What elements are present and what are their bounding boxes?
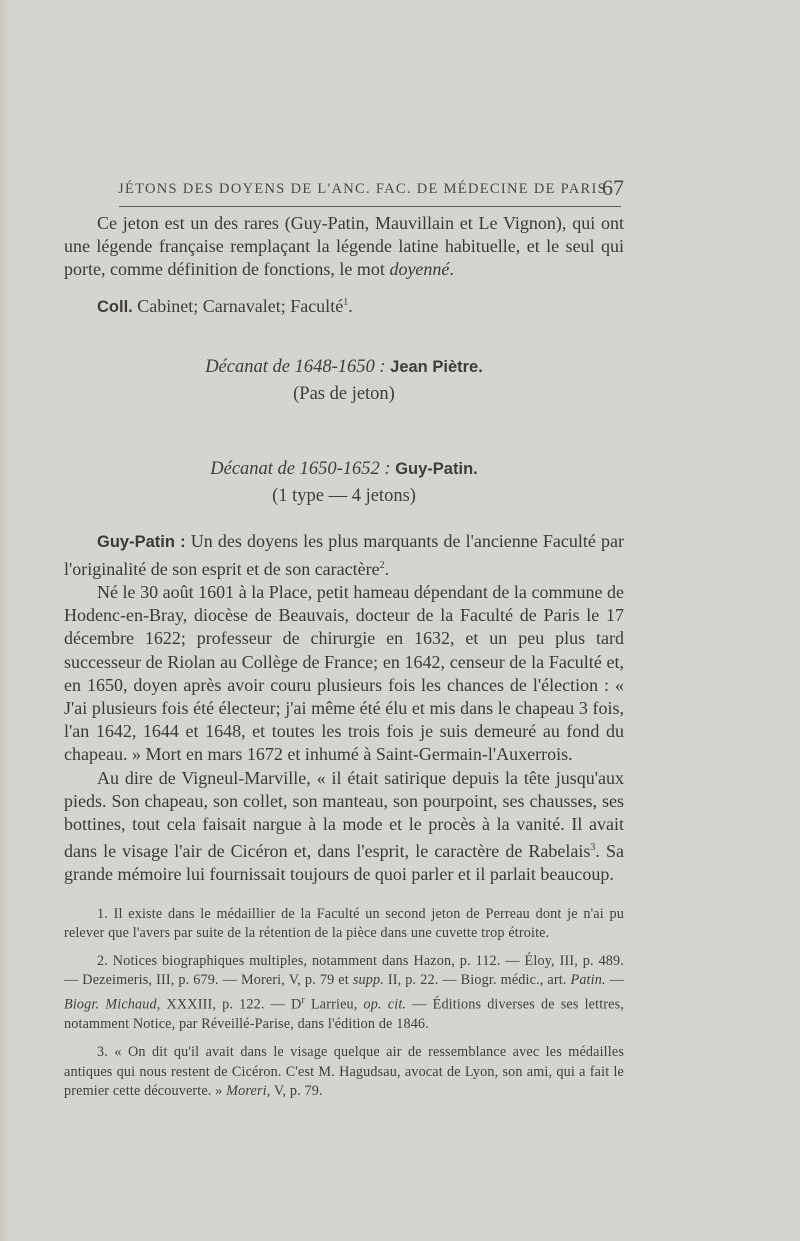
fn2-part-b: II, p. 22. — Biogr. médic., art.	[383, 972, 571, 989]
running-head: JÉTONS DES DOYENS DE L'ANC. FAC. DE MÉDECINE DE PARIS	[118, 181, 607, 197]
fn3-part-b: , V, p. 79.	[266, 1083, 323, 1100]
fn2-supp: supp.	[352, 972, 384, 989]
biography-p1-end: .	[384, 558, 390, 579]
biography-paragraph-3	[64, 767, 624, 887]
fn2-part-f: — Éditions diverses de ses lettres, notamment Notice, par Réveillé-Parise, dans l'édition de 1846.	[64, 996, 624, 1033]
biography-name: Guy-Patin :	[97, 532, 186, 551]
footnote-2	[64, 952, 624, 1035]
fn2-biogr: Biogr. Michaud	[64, 996, 157, 1013]
footnote-ref-3: 3	[590, 842, 596, 854]
fn3-part-a: 3. « On dit qu'il avait dans le visage quelque air de ressemblance avec les médailles antiques qui nous restent de Cicéron. C'est M. Hagudsau, avocat de Lyon, son ami, qui a fait le premier cette découverte. »	[64, 1043, 624, 1100]
decanat-1648-name: Jean Piètre.	[390, 357, 483, 376]
decanat-1650	[64, 456, 624, 510]
fn3-moreri: Moreri	[226, 1083, 267, 1100]
biography-paragraph-2: Né le 30 août 1601 à la Place, petit hameau dépendant de la commune de Hodenc-en-Bray, diocèse de Beauvais, docteur de la Faculté de Paris le 17 décembre 1622; professeur de chirurgie en 1632, et un peu plus tard successeur de Riolan au Collège de France; en 1642, censeur de la Faculté et, en 1650, doyen après avoir couru plusieurs fois les chances de l'élection : « J'ai plusieurs fois été électeur; j'ai même été élu et mis dans le chapeau 3 fois, l'an 1642, 1644 et 1648, et toutes les trois fois je suis demeuré au fond du chapeau. » Mort en mars 1672 et inhumé à Saint-Germain-l'Auxerrois.	[64, 582, 624, 765]
footnote-ref-1: 1	[343, 296, 349, 308]
decanat-1648	[64, 354, 624, 408]
footnote-1: 1. Il existe dans le médaillier de la Faculté un second jeton de Perreau dont je n'ai pu relever que l'avers par suite de la rétention de la pièce dans une cuvette trop étroite.	[64, 905, 624, 942]
decanat-1648-dates: Décanat de 1648-1650 :	[205, 356, 386, 377]
footnote-ref-2: 2	[379, 559, 385, 571]
page-body	[64, 212, 624, 1110]
collection-end: .	[348, 295, 353, 316]
collection-label: Coll.	[97, 297, 133, 316]
fn2-part-d: , XXXIII, p. 122. — D	[156, 996, 302, 1013]
footnote-3	[64, 1043, 624, 1102]
page-edge-shadow	[0, 0, 10, 1241]
decanat-1650-heading	[64, 456, 624, 483]
decanat-1648-heading	[64, 354, 624, 381]
fn2-opcit: op. cit.	[363, 996, 407, 1013]
biography-p3-end: . Sa grande mémoire lui fournissait toujours de quoi parler et il parlait beaucoup.	[64, 841, 624, 885]
biography	[64, 530, 624, 887]
decanat-1650-subtitle: (1 type — 4 jetons)	[272, 485, 416, 506]
biography-paragraph-1	[64, 530, 624, 581]
decanat-1650-name: Guy-Patin.	[395, 459, 478, 478]
biography-p3-text: Au dire de Vigneul-Marville, « il était satirique depuis la tête jusqu'aux pieds. Son chapeau, son collet, son manteau, son pourpoint, ses chausses, ses bottines, tout cela faisait nargue à la mode et le procès à la vanité. Il avait dans le visage l'air de Cicéron et, dans l'esprit, le caractère de Rabelais	[64, 767, 624, 862]
page-number: 67	[602, 175, 624, 200]
biography-p1-text: Un des doyens les plus marquants de l'ancienne Faculté par l'originalité de son esprit et de son caractère	[64, 530, 624, 579]
intro-end: .	[449, 259, 454, 280]
fn2-dr: r	[301, 995, 305, 1007]
decanat-1648-subtitle: (Pas de jeton)	[293, 383, 395, 404]
header-rule	[119, 206, 621, 207]
intro-text: Ce jeton est un des rares (Guy-Patin, Mauvillain et Le Vignon), qui ont une légende française remplaçant la légende latine habituelle, et le seul qui porte, comme définition de fonctions, le mot	[64, 213, 624, 280]
fn2-part-a: 2. Notices biographiques multiples, notamment dans Hazon, p. 112. — Éloy, III, p. 489. — Dezeimeris, III, p. 679. — Moreri, V, p. 79 et	[64, 952, 624, 989]
fn2-part-e: Larrieu,	[304, 996, 364, 1013]
decanat-1650-dates: Décanat de 1650-1652 :	[210, 458, 391, 479]
fn2-patin: Patin.	[570, 972, 606, 989]
intro-doyenne: doyenné	[389, 259, 450, 280]
collection-text: Cabinet; Carnavalet; Faculté	[132, 295, 344, 316]
fn2-part-c: —	[605, 972, 624, 989]
page-header	[112, 175, 632, 205]
collection-line	[64, 291, 624, 319]
footnotes	[64, 905, 624, 1102]
intro-paragraph	[64, 212, 624, 282]
